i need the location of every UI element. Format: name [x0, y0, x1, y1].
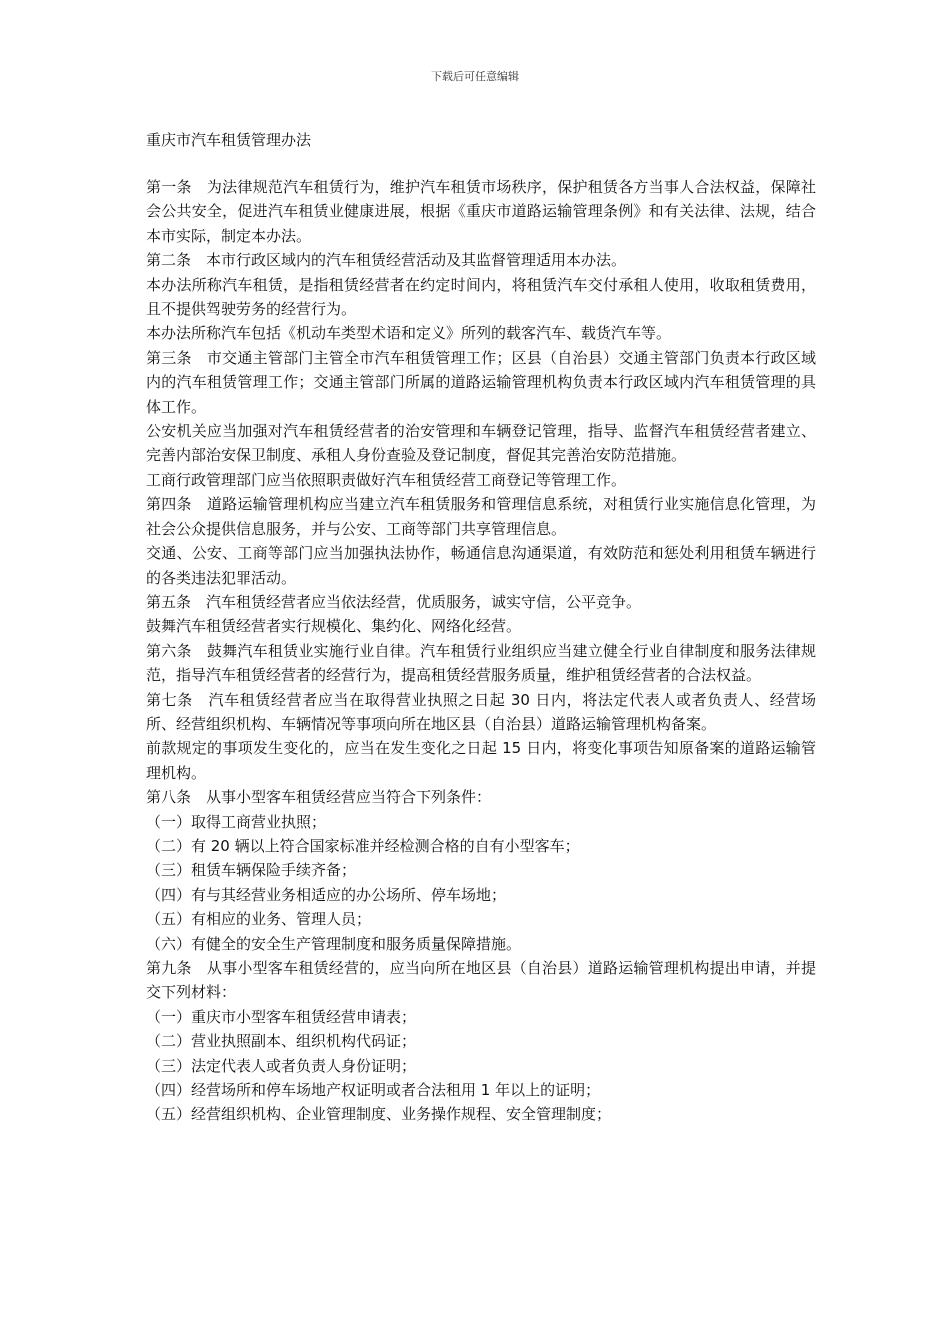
paragraph: 第二条 本市行政区域内的汽车租赁经营活动及其监督管理适用本办法。 — [146, 251, 627, 270]
paragraph: （三）法定代表人或者负责人身份证明； — [146, 1056, 417, 1075]
document-title: 重庆市汽车租赁管理办法 — [146, 131, 312, 149]
paragraph: （五）经营组织机构、企业管理制度、业务操作规程、安全管理制度； — [146, 1105, 612, 1124]
paragraph: 公安机关应当加强对汽车租赁经营者的治安管理和车辆登记管理，指导、监督汽车租赁经营者建立、完善内部治安保卫制度、承租人身份查验及登记制度，督促其完善治安防范措施。 — [146, 422, 816, 465]
paragraph: 第六条 鼓舞汽车租赁业实施行业自律。汽车租赁行业组织应当建立健全行业自律制度和服务法律规范，指导汽车租赁经营者的经营行为，提高租赁经营服务质量，维护租赁经营者的合法权益。 — [146, 641, 816, 685]
paragraph: 第五条 汽车租赁经营者应当依法经营，优质服务，诚实守信，公平竞争。 — [146, 592, 642, 611]
paragraph: 前款规定的事项发生变化的，应当在发生变化之日起 15 日内，将变化事项告知原备案的道路运输管理机构。 — [146, 739, 816, 782]
document-body — [146, 175, 816, 1127]
paragraph: （三）租赁车辆保险手续齐备； — [146, 861, 357, 880]
paragraph: 第一条 为法律规范汽车租赁行为，维护汽车租赁市场秩序，保护租赁各方当事人合法权益，保障社会公共安全，促进汽车租赁业健康进展，根据《重庆市道路运输管理条例》和有关法律、法规，结合本市实际，制定本办法。 — [146, 178, 816, 245]
paragraph: （一）重庆市小型客车租赁经营申请表； — [146, 1007, 417, 1026]
paragraph: 第九条 从事小型客车租赁经营的，应当向所在地区县（自治县）道路运输管理机构提出申请，并提交下列材料： — [146, 959, 816, 1002]
paragraph: （二）营业执照副本、组织机构代码证； — [146, 1032, 417, 1051]
paragraph: 工商行政管理部门应当依照职责做好汽车租赁经营工商登记等管理工作。 — [146, 470, 627, 489]
paragraph: （二）有 20 辆以上符合国家标准并经检测合格的自有小型客车； — [146, 836, 580, 855]
paragraph: 本办法所称汽车包括《机动车类型术语和定义》所列的载客汽车、载货汽车等。 — [146, 324, 672, 343]
paragraph: 第八条 从事小型客车租赁经营应当符合下列条件： — [146, 788, 492, 807]
paragraph: 鼓舞汽车租赁经营者实行规模化、集约化、网络化经营。 — [146, 617, 522, 636]
paragraph: （四）有与其经营业务相适应的办公场所、停车场地； — [146, 885, 507, 904]
paragraph: 第三条 市交通主管部门主管全市汽车租赁管理工作；区县（自治县）交通主管部门负责本行政区域内的汽车租赁管理工作；交通主管部门所属的道路运输管理机构负责本行政区域内汽车租赁管理的具体工作。 — [146, 348, 816, 416]
paragraph: 本办法所称汽车租赁，是指租赁经营者在约定时间内，将租赁汽车交付承租人使用，收取租赁费用，且不提供驾驶劳务的经营行为。 — [146, 275, 816, 319]
paragraph: （四）经营场所和停车场地产权证明或者合法租用 1 年以上的证明； — [146, 1081, 601, 1100]
paragraph: （五）有相应的业务、管理人员； — [146, 910, 372, 929]
paragraph: （一）取得工商营业执照； — [146, 812, 327, 831]
paragraph: 第七条 汽车租赁经营者应当在取得营业执照之日起 30 日内，将法定代表人或者负责人、经营场所、经营组织机构、车辆情况等事项向所在地区县（自治县）道路运输管理机构备案。 — [146, 690, 816, 733]
page-header: 下载后可任意编辑 — [431, 70, 519, 83]
paragraph: 交通、公安、工商等部门应当加强执法协作，畅通信息沟通渠道，有效防范和惩处利用租赁车辆进行的各类违法犯罪活动。 — [146, 544, 816, 587]
paragraph: 第四条 道路运输管理机构应当建立汽车租赁服务和管理信息系统，对租赁行业实施信息化管理，为社会公众提供信息服务，并与公安、工商等部门共享管理信息。 — [146, 495, 816, 538]
paragraph: （六）有健全的安全生产管理制度和服务质量保障措施。 — [146, 934, 522, 953]
